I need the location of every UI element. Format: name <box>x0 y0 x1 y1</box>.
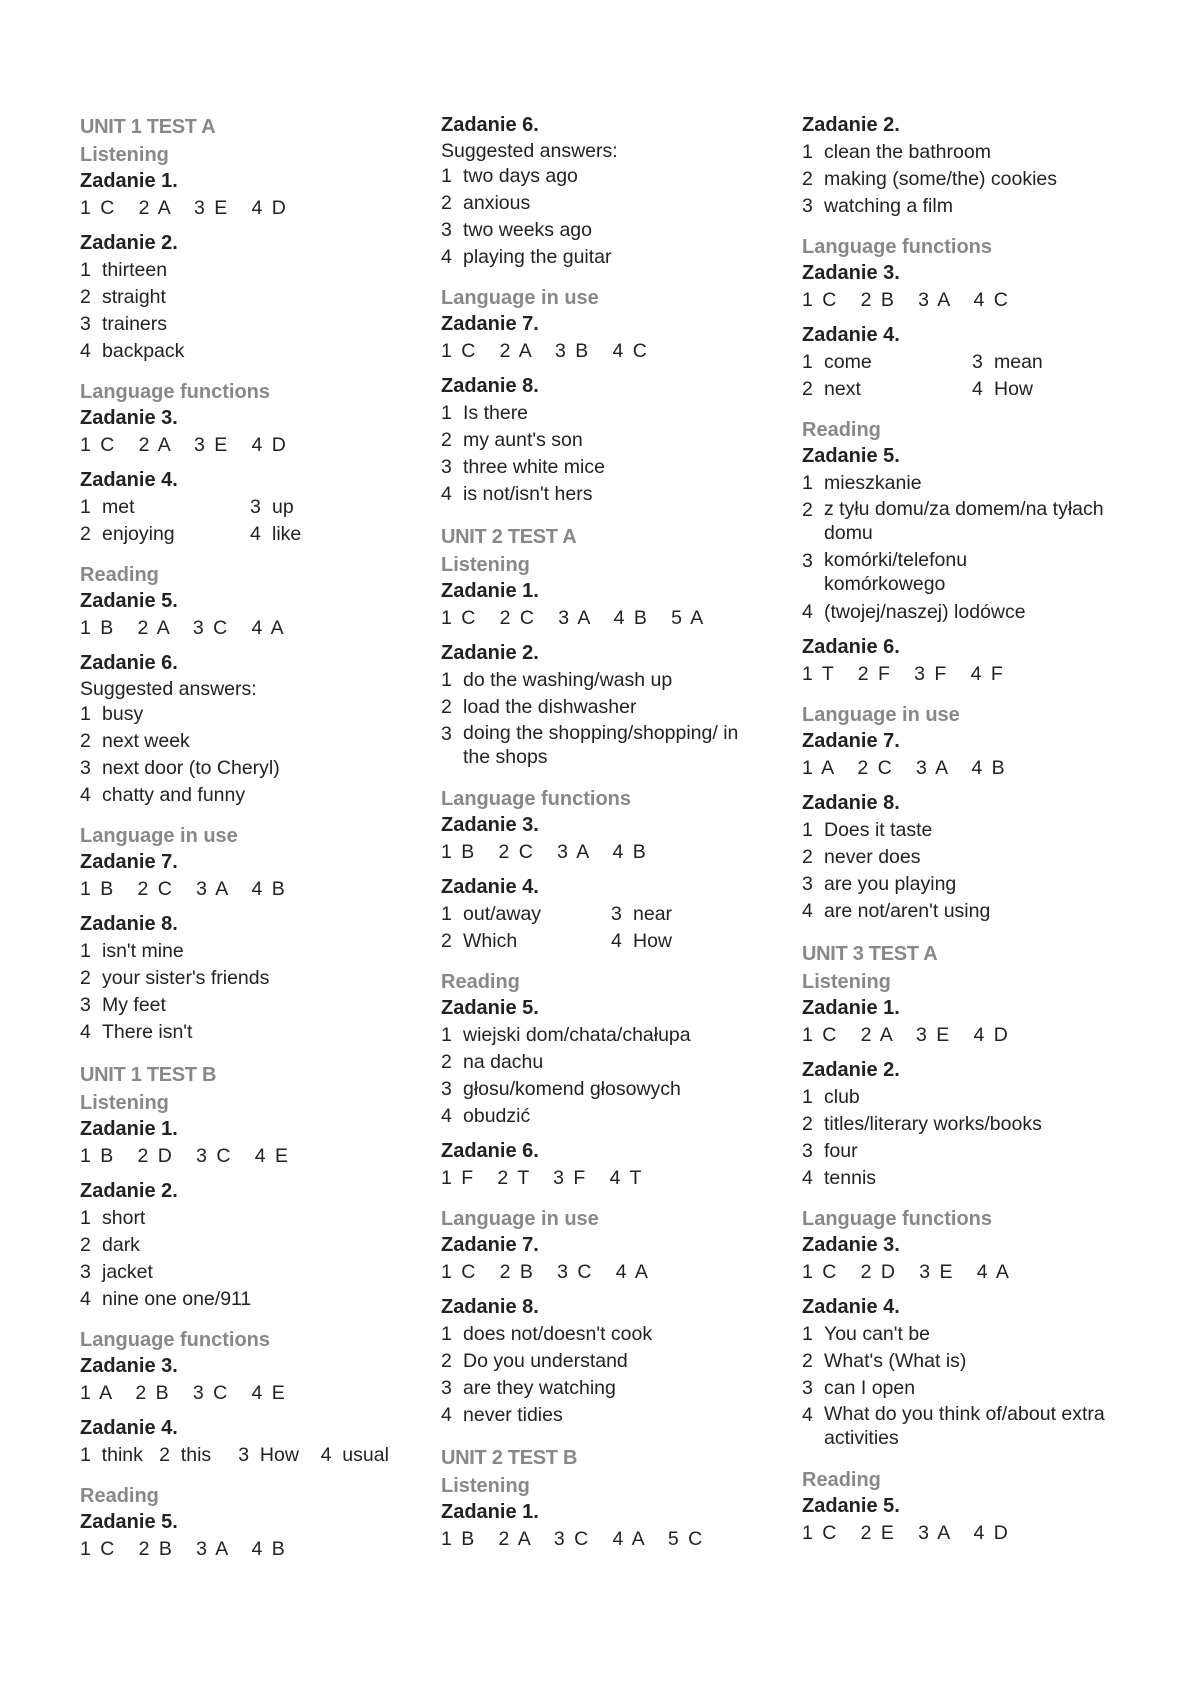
item-text: never tidies <box>463 1404 563 1426</box>
item-number: 2 <box>441 930 452 952</box>
answer-item <box>441 1022 781 1049</box>
section-heading: Language functions <box>80 1329 270 1351</box>
section-heading: Language in use <box>80 825 238 847</box>
item-number: 3 <box>802 195 813 217</box>
answer-item <box>802 470 1142 497</box>
answer-item <box>802 497 1142 548</box>
item-text: wiejski dom/chata/chałupa <box>463 1024 691 1046</box>
answer-item <box>802 871 1142 898</box>
answer-item <box>802 166 1142 193</box>
answer-pair-row <box>80 521 420 548</box>
item-number: 3 <box>441 723 452 745</box>
item-text: nine one one/911 <box>102 1288 252 1310</box>
answers-line: 1 C 2 D 3 E 4 A <box>802 1261 1011 1283</box>
item-text: anxious <box>463 192 531 214</box>
item-text: Is there <box>463 402 529 424</box>
answer-item <box>80 1019 420 1046</box>
item-number: 3 <box>441 1377 452 1399</box>
answer-item <box>802 193 1142 220</box>
task-label: Zadanie 1. <box>802 997 900 1019</box>
item-number: 3 <box>80 313 91 335</box>
item-number: 2 <box>441 429 452 451</box>
answer-item <box>80 1286 420 1313</box>
intro-text: Suggested answers: <box>80 678 257 700</box>
task-label: Zadanie 5. <box>441 997 539 1019</box>
answer-pair-row <box>802 349 1142 376</box>
task-label: Zadanie 3. <box>802 262 900 284</box>
item-text: Does it taste <box>824 819 933 841</box>
item-number: 2 <box>80 1234 91 1256</box>
item-number: 1 <box>802 351 813 373</box>
task-label: Zadanie 2. <box>80 232 178 254</box>
task-label: Zadanie 1. <box>441 580 539 602</box>
task-label: Zadanie 3. <box>80 407 178 429</box>
item-text: mieszkanie <box>824 472 922 494</box>
section-heading: Listening <box>802 971 891 993</box>
task-label: Zadanie 3. <box>802 1234 900 1256</box>
task-label: Zadanie 3. <box>80 1355 178 1377</box>
item-number: 4 <box>441 246 452 268</box>
item-text: two weeks ago <box>463 219 592 241</box>
item-text: isn't mine <box>102 940 184 962</box>
item-number: 4 <box>80 340 91 362</box>
task-label: Zadanie 5. <box>802 445 900 467</box>
item-text: What's (What is) <box>824 1350 967 1372</box>
task-label: Zadanie 5. <box>80 590 178 612</box>
answer-item <box>441 163 781 190</box>
item-number: 4 <box>972 378 983 400</box>
answer-item <box>802 548 1142 599</box>
section-heading: Language in use <box>441 1208 599 1230</box>
task-label: Zadanie 7. <box>802 730 900 752</box>
answers-line: 1 C 2 B 3 A 4 B <box>80 1538 287 1560</box>
item-number: 4 <box>80 1021 91 1043</box>
item-number: 3 <box>441 219 452 241</box>
answers-line: 1 B 2 C 3 A 4 B <box>80 878 287 900</box>
answer-item <box>802 898 1142 925</box>
task-label: Zadanie 2. <box>441 642 539 664</box>
column-1 <box>80 112 420 1563</box>
item-text: never does <box>824 846 921 868</box>
item-number: 2 <box>802 846 813 868</box>
task-label: Zadanie 8. <box>80 913 178 935</box>
item-text: like <box>272 523 302 545</box>
answers-line: 1 F 2 T 3 F 4 T <box>441 1167 644 1189</box>
item-text: How <box>994 378 1034 400</box>
task-label: Zadanie 6. <box>802 636 900 658</box>
section-heading: Reading <box>80 564 159 586</box>
item-number: 4 <box>611 930 622 952</box>
section-heading: Listening <box>80 1092 169 1114</box>
unit-heading: UNIT 1 TEST A <box>80 116 216 138</box>
item-text: (twojej/naszej) lodówce <box>824 601 1026 623</box>
item-text: titles/literary works/books <box>824 1113 1042 1135</box>
item-number: 2 <box>80 523 91 545</box>
item-text: Do you understand <box>463 1350 628 1372</box>
item-number: 4 <box>80 784 91 806</box>
task-label: Zadanie 4. <box>802 324 900 346</box>
item-text: playing the guitar <box>463 246 612 268</box>
task-label: Zadanie 6. <box>80 652 178 674</box>
item-number: 3 <box>80 757 91 779</box>
item-number: 1 <box>441 903 452 925</box>
answers-line: 1 think 2 this 3 How 4 usual <box>80 1444 389 1466</box>
unit-heading: UNIT 2 TEST A <box>441 526 577 548</box>
item-text: watching a film <box>824 195 953 217</box>
item-number: 2 <box>441 192 452 214</box>
answer-item <box>802 1321 1142 1348</box>
item-number: 1 <box>441 402 452 424</box>
item-text: making (some/the) cookies <box>824 168 1058 190</box>
section-heading: Listening <box>80 144 169 166</box>
answers-line: 1 C 2 A 3 B 4 C <box>441 340 649 362</box>
item-number: 2 <box>441 696 452 718</box>
item-text: dark <box>102 1234 140 1256</box>
item-text: your sister's friends <box>102 967 270 989</box>
answer-item <box>80 701 420 728</box>
answer-item <box>80 965 420 992</box>
item-number: 1 <box>802 141 813 163</box>
answer-pair-row <box>802 376 1142 403</box>
answer-item <box>80 257 420 284</box>
item-text: my aunt's son <box>463 429 583 451</box>
task-label: Zadanie 5. <box>80 1511 178 1533</box>
answer-item <box>802 1138 1142 1165</box>
answer-item <box>802 599 1142 626</box>
answer-item <box>80 1205 420 1232</box>
answer-item <box>441 1103 781 1130</box>
item-text: You can't be <box>824 1323 931 1345</box>
answer-item <box>802 1348 1142 1375</box>
answer-item <box>802 1111 1142 1138</box>
section-heading: Reading <box>80 1485 159 1507</box>
answer-pair-row <box>441 901 781 928</box>
item-text: na dachu <box>463 1051 544 1073</box>
answer-item <box>80 284 420 311</box>
item-number: 2 <box>441 1051 452 1073</box>
task-label: Zadanie 7. <box>441 1234 539 1256</box>
section-heading: Reading <box>441 971 520 993</box>
answer-item <box>802 844 1142 871</box>
item-number: 1 <box>441 669 452 691</box>
item-text: are not/aren't using <box>824 900 991 922</box>
item-text: z tyłu domu/za domem/na tyłach domu <box>824 498 1104 544</box>
item-text: jacket <box>102 1261 153 1283</box>
answers-line: 1 A 2 B 3 C 4 E <box>80 1382 287 1404</box>
answer-item <box>441 1076 781 1103</box>
answer-item <box>441 427 781 454</box>
item-number: 2 <box>802 378 813 400</box>
item-number: 4 <box>802 601 813 623</box>
item-number: 4 <box>441 1404 452 1426</box>
task-label: Zadanie 3. <box>441 814 539 836</box>
task-label: Zadanie 7. <box>441 313 539 335</box>
item-text: three white mice <box>463 456 605 478</box>
task-label: Zadanie 8. <box>441 375 539 397</box>
item-number: 2 <box>80 967 91 989</box>
answer-item <box>441 190 781 217</box>
task-label: Zadanie 7. <box>80 851 178 873</box>
item-text: load the dishwasher <box>463 696 637 718</box>
answer-pair-row <box>441 928 781 955</box>
task-label: Zadanie 4. <box>80 469 178 491</box>
item-text: What do you think of/about extra activities <box>824 1403 1105 1449</box>
answer-item <box>441 1049 781 1076</box>
item-number: 1 <box>441 1024 452 1046</box>
answer-item <box>441 1348 781 1375</box>
item-number: 4 <box>441 483 452 505</box>
item-number: 4 <box>80 1288 91 1310</box>
answers-line: 1 C 2 B 3 A 4 C <box>802 289 1010 311</box>
item-number: 2 <box>802 1350 813 1372</box>
task-label: Zadanie 2. <box>80 1180 178 1202</box>
item-number: 1 <box>80 496 91 518</box>
task-label: Zadanie 4. <box>802 1296 900 1318</box>
unit-heading: UNIT 1 TEST B <box>80 1064 217 1086</box>
item-text: straight <box>102 286 166 308</box>
section-heading: Language in use <box>441 287 599 309</box>
item-number: 1 <box>802 1086 813 1108</box>
item-text: clean the bathroom <box>824 141 991 163</box>
answer-item <box>80 755 420 782</box>
section-heading: Language in use <box>802 704 960 726</box>
item-text: two days ago <box>463 165 578 187</box>
answer-item <box>802 1165 1142 1192</box>
item-number: 4 <box>441 1105 452 1127</box>
item-number: 4 <box>802 900 813 922</box>
item-text: trainers <box>102 313 168 335</box>
item-number: 4 <box>802 1167 813 1189</box>
item-number: 2 <box>441 1350 452 1372</box>
section-heading: Listening <box>441 1475 530 1497</box>
item-text: My feet <box>102 994 166 1016</box>
answers-line: 1 C 2 E 3 A 4 D <box>802 1522 1010 1544</box>
section-heading: Language functions <box>802 236 992 258</box>
item-number: 2 <box>80 730 91 752</box>
item-text: doing the shopping/shopping/ in the shops <box>463 722 739 768</box>
item-number: 4 <box>802 1404 813 1426</box>
task-label: Zadanie 8. <box>802 792 900 814</box>
item-text: up <box>272 496 294 518</box>
item-text: obudzić <box>463 1105 531 1127</box>
item-number: 3 <box>802 873 813 895</box>
answers-line: 1 C 2 B 3 C 4 A <box>441 1261 650 1283</box>
item-number: 1 <box>802 472 813 494</box>
answer-item <box>80 938 420 965</box>
item-text: There isn't <box>102 1021 193 1043</box>
item-text: komórki/telefonu komórkowego <box>824 549 968 595</box>
item-number: 1 <box>802 1323 813 1345</box>
section-heading: Reading <box>802 1469 881 1491</box>
answers-line: 1 B 2 A 3 C 4 A 5 C <box>441 1528 705 1550</box>
answer-item <box>441 217 781 244</box>
item-text: How <box>633 930 673 952</box>
item-text: thirteen <box>102 259 168 281</box>
task-label: Zadanie 8. <box>441 1296 539 1318</box>
answers-line: 1 B 2 C 3 A 4 B <box>441 841 648 863</box>
answer-item <box>802 139 1142 166</box>
item-number: 1 <box>80 259 91 281</box>
item-number: 1 <box>441 1323 452 1345</box>
item-text: głosu/komend głosowych <box>463 1078 681 1100</box>
item-number: 3 <box>441 456 452 478</box>
item-number: 1 <box>80 940 91 962</box>
answer-item <box>441 694 781 721</box>
answer-item <box>441 1375 781 1402</box>
column-3 <box>802 112 1142 1547</box>
column-2 <box>441 112 781 1553</box>
item-text: come <box>824 351 872 373</box>
item-number: 3 <box>802 1140 813 1162</box>
task-label: Zadanie 2. <box>802 114 900 136</box>
item-text: near <box>633 903 673 925</box>
answer-item <box>441 1321 781 1348</box>
item-number: 4 <box>250 523 261 545</box>
item-text: met <box>102 496 135 518</box>
item-text: mean <box>994 351 1043 373</box>
task-label: Zadanie 5. <box>802 1495 900 1517</box>
item-number: 2 <box>802 1113 813 1135</box>
unit-heading: UNIT 2 TEST B <box>441 1447 578 1469</box>
answer-item <box>802 1084 1142 1111</box>
item-text: next week <box>102 730 190 752</box>
section-heading: Language functions <box>441 788 631 810</box>
item-text: next <box>824 378 861 400</box>
answer-item <box>80 338 420 365</box>
item-text: Which <box>463 930 518 952</box>
answers-line: 1 C 2 C 3 A 4 B 5 A <box>441 607 706 629</box>
section-heading: Language functions <box>80 381 270 403</box>
answer-pair-row <box>80 494 420 521</box>
item-number: 1 <box>80 1207 91 1229</box>
item-number: 3 <box>250 496 261 518</box>
item-text: tennis <box>824 1167 877 1189</box>
answer-item <box>802 1375 1142 1402</box>
section-heading: Language functions <box>802 1208 992 1230</box>
answer-item <box>802 1402 1142 1453</box>
answer-item <box>441 400 781 427</box>
item-text: four <box>824 1140 858 1162</box>
item-number: 3 <box>441 1078 452 1100</box>
answer-item <box>802 817 1142 844</box>
item-text: enjoying <box>102 523 175 545</box>
section-heading: Listening <box>441 554 530 576</box>
item-number: 1 <box>441 165 452 187</box>
answers-line: 1 C 2 A 3 E 4 D <box>80 197 288 219</box>
answer-item <box>80 311 420 338</box>
item-text: backpack <box>102 340 185 362</box>
answer-item <box>441 721 781 772</box>
unit-heading: UNIT 3 TEST A <box>802 943 938 965</box>
answer-item <box>80 782 420 809</box>
item-text: do the washing/wash up <box>463 669 673 691</box>
item-number: 1 <box>80 703 91 725</box>
item-number: 3 <box>80 1261 91 1283</box>
item-number: 3 <box>802 1377 813 1399</box>
item-text: are they watching <box>463 1377 616 1399</box>
answer-item <box>441 454 781 481</box>
task-label: Zadanie 2. <box>802 1059 900 1081</box>
answers-line: 1 T 2 F 3 F 4 F <box>802 663 1005 685</box>
answers-line: 1 B 2 A 3 C 4 A <box>80 617 286 639</box>
task-label: Zadanie 1. <box>80 1118 178 1140</box>
answers-line: 1 A 2 C 3 A 4 B <box>802 757 1007 779</box>
item-text: is not/isn't hers <box>463 483 593 505</box>
item-text: next door (to Cheryl) <box>102 757 280 779</box>
item-text: out/away <box>463 903 542 925</box>
item-text: chatty and funny <box>102 784 246 806</box>
answer-item <box>80 992 420 1019</box>
item-number: 3 <box>80 994 91 1016</box>
item-number: 2 <box>802 168 813 190</box>
item-text: can I open <box>824 1377 916 1399</box>
task-label: Zadanie 6. <box>441 1140 539 1162</box>
task-label: Zadanie 1. <box>80 170 178 192</box>
answer-item <box>80 728 420 755</box>
item-number: 1 <box>802 819 813 841</box>
answers-line: 1 C 2 A 3 E 4 D <box>802 1024 1010 1046</box>
intro-text: Suggested answers: <box>441 140 618 162</box>
task-label: Zadanie 4. <box>441 876 539 898</box>
answer-item <box>80 1259 420 1286</box>
section-heading: Reading <box>802 419 881 441</box>
item-text: short <box>102 1207 146 1229</box>
item-number: 3 <box>972 351 983 373</box>
task-label: Zadanie 1. <box>441 1501 539 1523</box>
item-text: busy <box>102 703 144 725</box>
answer-item <box>441 667 781 694</box>
task-label: Zadanie 4. <box>80 1417 178 1439</box>
item-number: 3 <box>611 903 622 925</box>
item-number: 2 <box>80 286 91 308</box>
answers-line: 1 B 2 D 3 C 4 E <box>80 1145 290 1167</box>
answer-item <box>441 481 781 508</box>
answer-item <box>441 244 781 271</box>
answers-line: 1 C 2 A 3 E 4 D <box>80 434 288 456</box>
item-number: 2 <box>802 499 813 521</box>
item-text: does not/doesn't cook <box>463 1323 653 1345</box>
item-text: are you playing <box>824 873 957 895</box>
task-label: Zadanie 6. <box>441 114 539 136</box>
answer-item <box>80 1232 420 1259</box>
answer-item <box>441 1402 781 1429</box>
item-text: club <box>824 1086 860 1108</box>
item-number: 3 <box>802 550 813 572</box>
